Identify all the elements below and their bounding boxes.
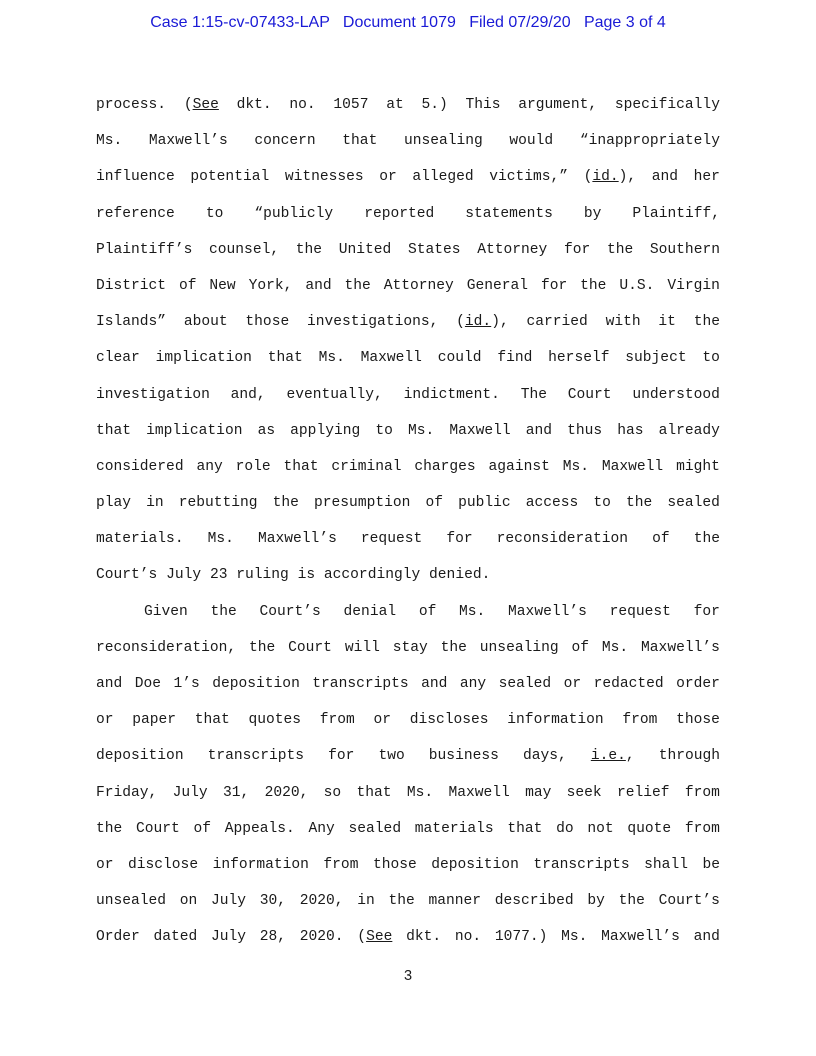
- text-line: [96, 633, 720, 669]
- word: those: [245, 314, 290, 331]
- word: York,: [248, 277, 293, 294]
- word: considered: [96, 458, 184, 475]
- word: ruling: [236, 567, 289, 584]
- word: the: [272, 495, 299, 512]
- word: Maxwell’s: [508, 603, 587, 620]
- word: manner: [428, 893, 482, 910]
- word: unsealing: [403, 133, 483, 150]
- word: materials: [414, 820, 494, 837]
- word: 2020,: [299, 893, 344, 910]
- word: or: [379, 169, 397, 186]
- word: carried: [526, 314, 588, 331]
- word: (id.),: [456, 314, 509, 331]
- word: Court: [567, 386, 612, 403]
- word: United: [338, 241, 392, 258]
- word: applying: [290, 422, 361, 439]
- word: Southern: [649, 241, 720, 258]
- word: business: [428, 748, 499, 765]
- word: no.: [289, 97, 316, 113]
- word: Ms.: [459, 603, 486, 620]
- word: deposition: [431, 856, 519, 873]
- word: Any: [308, 820, 335, 837]
- word: Ms.: [406, 784, 434, 801]
- word: the: [440, 639, 467, 656]
- word: argument,: [518, 97, 598, 113]
- text-line: [96, 814, 720, 850]
- word: transcripts: [533, 856, 630, 873]
- word: request: [360, 531, 423, 548]
- word: order: [676, 676, 720, 692]
- word: denied.: [429, 567, 491, 584]
- word: with: [605, 314, 641, 331]
- word: 1057: [333, 97, 369, 113]
- word: dated: [153, 929, 198, 946]
- page-number: 3: [403, 969, 413, 985]
- word: reported: [364, 205, 435, 222]
- word: be: [702, 856, 720, 873]
- word: alleged: [412, 169, 474, 186]
- text-line: [96, 452, 720, 488]
- word: Maxwell: [449, 422, 511, 439]
- word: against: [488, 458, 550, 475]
- word: to: [205, 205, 224, 222]
- word: July: [166, 567, 202, 584]
- word: Ms.: [562, 458, 590, 475]
- word: from: [622, 712, 658, 729]
- word: of: [193, 820, 212, 837]
- text-line: [96, 560, 720, 596]
- text-line: [96, 343, 720, 379]
- word: “publicly: [254, 205, 334, 222]
- word: and: [421, 676, 448, 692]
- word: counsel,: [209, 241, 280, 258]
- word: public: [458, 495, 511, 512]
- word: This: [465, 97, 501, 113]
- word: Maxwell’s: [258, 531, 337, 548]
- word: the: [388, 893, 415, 910]
- word: two: [378, 748, 405, 765]
- word: Friday,: [96, 784, 158, 801]
- word: request: [609, 603, 671, 620]
- word: specifically: [614, 97, 720, 113]
- word: as: [257, 422, 276, 439]
- word: District: [96, 277, 167, 294]
- word: at: [386, 97, 404, 113]
- word: Ms.: [407, 422, 435, 439]
- word: investigations,: [307, 314, 439, 331]
- word: the: [693, 531, 720, 548]
- word: Court: [288, 639, 332, 656]
- word: about: [183, 314, 228, 331]
- word: of: [571, 639, 590, 656]
- word: from: [684, 784, 720, 801]
- word: do: [556, 820, 574, 837]
- word: transcripts: [207, 748, 304, 765]
- word: Maxwell: [601, 458, 664, 475]
- word: information: [212, 856, 309, 873]
- text-line: [96, 126, 720, 162]
- text-line: [96, 597, 720, 633]
- word: the: [625, 495, 653, 512]
- word: to: [702, 350, 720, 367]
- text-line: [96, 416, 720, 452]
- text-line: [96, 886, 720, 922]
- word: rebutting: [178, 495, 258, 512]
- word: presumption: [314, 495, 411, 512]
- word: could: [437, 350, 482, 367]
- word: it: [658, 314, 676, 331]
- word: General: [466, 277, 529, 294]
- word: play: [96, 495, 132, 512]
- document-body: [96, 90, 720, 959]
- word: herself: [548, 350, 610, 367]
- word: Maxwell’s: [601, 929, 680, 946]
- text-line: [96, 524, 720, 560]
- word: accordingly: [323, 567, 421, 584]
- word: the: [295, 241, 323, 258]
- word: Ms.: [318, 350, 345, 367]
- word: victims,”: [489, 169, 569, 186]
- word: no.: [454, 929, 482, 946]
- word: on: [179, 893, 198, 910]
- word: in: [357, 893, 375, 910]
- word: 30,: [259, 893, 287, 910]
- word: process.: [96, 97, 167, 113]
- word: Plaintiff’s: [96, 241, 193, 258]
- word: discloses: [409, 712, 489, 729]
- word: redacted: [593, 676, 664, 692]
- word: 23: [209, 567, 228, 584]
- text-line: [96, 705, 720, 741]
- word: Maxwell’s: [641, 639, 720, 656]
- word: 28,: [259, 929, 287, 946]
- word: Doe: [134, 676, 162, 692]
- word: Plaintiff,: [632, 205, 720, 222]
- word: States: [407, 241, 461, 258]
- case-header-stamp: Case 1:15-cv-07433-LAP Document 1079 Filed 07/29/20 Page 3 of 4: [150, 14, 666, 31]
- word: Ms.: [207, 531, 234, 548]
- word: in: [146, 495, 164, 512]
- text-line: [96, 235, 720, 271]
- word: The: [520, 386, 547, 403]
- word: Court’s: [658, 893, 720, 910]
- word: Ms.: [96, 133, 123, 150]
- word: Ms.: [561, 929, 588, 946]
- word: Maxwell’s: [148, 133, 228, 150]
- word: sealed: [667, 495, 720, 512]
- word: not: [587, 820, 614, 837]
- word: disclose: [128, 856, 199, 873]
- word: information: [507, 712, 604, 729]
- word: to: [593, 495, 611, 512]
- word: indictment.: [403, 386, 500, 403]
- word: paper: [132, 712, 177, 729]
- word: role: [235, 458, 271, 475]
- word: by: [583, 205, 602, 222]
- word: that: [267, 350, 303, 367]
- word: access: [525, 495, 579, 512]
- word: statements: [465, 205, 553, 222]
- word: Islands”: [96, 314, 167, 331]
- word: 2020.: [299, 929, 344, 946]
- word: July: [211, 929, 247, 946]
- word: the: [618, 893, 645, 910]
- word: might: [676, 458, 720, 475]
- word: relief: [617, 784, 670, 801]
- text-line: [96, 488, 720, 524]
- word: the: [580, 277, 607, 294]
- word: July: [172, 784, 208, 801]
- word: dkt.: [236, 97, 272, 113]
- word: of: [425, 495, 443, 512]
- word: shall: [644, 856, 688, 873]
- word: through: [658, 748, 720, 765]
- word: clear: [96, 350, 140, 367]
- word: reconsideration,: [96, 639, 237, 656]
- word: is: [297, 567, 316, 584]
- word: or: [96, 712, 114, 729]
- word: the: [210, 603, 237, 620]
- word: and: [651, 169, 679, 186]
- word: that: [507, 820, 543, 837]
- text-line: [96, 669, 720, 705]
- word: Given: [144, 603, 188, 620]
- word: Ms.: [601, 639, 629, 656]
- word: sealed: [498, 676, 552, 692]
- word: quotes: [248, 712, 302, 729]
- word: or: [96, 856, 114, 873]
- word: (id.),: [583, 169, 637, 186]
- text-line: [96, 162, 720, 198]
- word: the: [693, 314, 720, 331]
- word: deposition: [96, 748, 184, 765]
- word: and: [305, 277, 332, 294]
- word: for: [446, 531, 473, 548]
- word: Court’s: [96, 567, 158, 584]
- word: (See: [357, 929, 393, 946]
- word: and: [525, 422, 552, 439]
- word: denial: [343, 603, 397, 620]
- word: influence: [96, 169, 175, 186]
- word: July: [211, 893, 247, 910]
- word: 5.): [421, 97, 448, 113]
- word: those: [372, 856, 417, 873]
- word: investigation: [96, 386, 210, 403]
- word: Virgin: [667, 277, 720, 294]
- word: the: [96, 820, 123, 837]
- word: “inappropriately: [579, 133, 720, 150]
- word: charges: [414, 458, 476, 475]
- word: reference: [96, 205, 175, 222]
- text-line: [96, 380, 720, 416]
- text-line: [96, 850, 720, 886]
- word: that: [96, 422, 132, 439]
- word: criminal: [331, 458, 402, 475]
- word: understood: [632, 386, 720, 403]
- word: that: [342, 133, 378, 150]
- text-line: [96, 199, 720, 235]
- word: seek: [566, 784, 602, 801]
- text-line: [96, 90, 720, 126]
- text-line: [96, 741, 720, 777]
- word: 1077.): [494, 929, 548, 946]
- word: materials.: [96, 531, 184, 548]
- word: from: [319, 712, 355, 729]
- word: any: [196, 458, 223, 475]
- word: her: [693, 169, 720, 186]
- text-line: [96, 922, 720, 958]
- word: for: [693, 603, 720, 620]
- text-line: [96, 271, 720, 307]
- word: transcripts: [312, 676, 409, 692]
- word: Maxwell: [448, 784, 510, 801]
- word: or: [563, 676, 582, 692]
- word: days,: [522, 748, 567, 765]
- word: unsealed: [96, 893, 167, 910]
- word: described: [494, 893, 574, 910]
- word: find: [497, 350, 533, 367]
- word: Attorney: [383, 277, 454, 294]
- word: from: [684, 820, 720, 837]
- word: implication: [146, 422, 243, 439]
- word: dkt.: [406, 929, 442, 946]
- word: thus: [567, 422, 603, 439]
- word: Maxwell: [360, 350, 422, 367]
- word: to: [375, 422, 393, 439]
- text-line: [96, 307, 720, 343]
- word: the: [249, 639, 276, 656]
- word: for: [563, 241, 591, 258]
- word: that: [356, 784, 392, 801]
- word: of: [178, 277, 197, 294]
- word: 1’s: [173, 676, 200, 692]
- word: Order: [96, 929, 140, 946]
- word: (See: [183, 97, 219, 113]
- word: of: [652, 531, 670, 548]
- word: quote: [627, 820, 672, 837]
- word: deposition: [212, 676, 300, 692]
- text-line: [96, 778, 720, 814]
- word: New: [209, 277, 236, 294]
- word: subject: [625, 350, 687, 367]
- word: or: [373, 712, 392, 729]
- word: and: [693, 929, 720, 946]
- word: Court’s: [259, 603, 321, 620]
- word: has: [617, 422, 644, 439]
- word: eventually,: [286, 386, 383, 403]
- word: those: [676, 712, 720, 729]
- word: for: [540, 277, 568, 294]
- word: witnesses: [284, 169, 364, 186]
- word: and: [96, 676, 123, 692]
- word: unsealing: [479, 639, 559, 656]
- word: of: [418, 603, 437, 620]
- word: stay: [392, 639, 428, 656]
- word: any: [459, 676, 487, 692]
- word: for: [328, 748, 355, 765]
- word: reconsideration: [496, 531, 629, 548]
- word: 31,: [222, 784, 250, 801]
- word: Attorney: [477, 241, 548, 258]
- word: sealed: [348, 820, 402, 837]
- word: from: [323, 856, 359, 873]
- word: Appeals.: [224, 820, 295, 837]
- word: the: [344, 277, 371, 294]
- word: and,: [230, 386, 266, 403]
- word: so: [323, 784, 342, 801]
- word: would: [509, 133, 554, 150]
- word: by: [587, 893, 605, 910]
- word: the: [606, 241, 634, 258]
- word: potential: [190, 169, 270, 186]
- word: U.S.: [619, 277, 655, 294]
- word: Court: [136, 820, 180, 837]
- word: 2020,: [264, 784, 309, 801]
- word: already: [658, 422, 720, 439]
- word: that: [194, 712, 230, 729]
- word: that: [283, 458, 319, 475]
- word: concern: [254, 133, 316, 150]
- word: will: [344, 639, 380, 656]
- word: may: [525, 784, 552, 801]
- word: implication: [155, 350, 252, 367]
- word: i.e.,: [590, 748, 635, 765]
